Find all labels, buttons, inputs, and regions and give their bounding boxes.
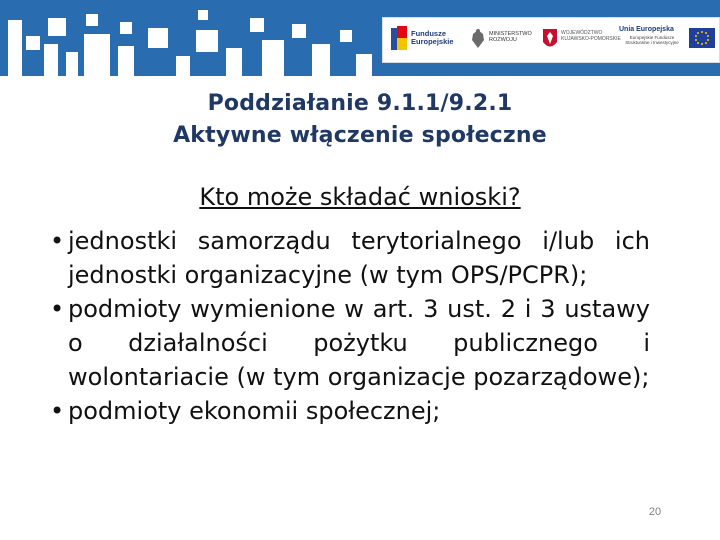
polish-eagle-emblem [469,24,487,54]
decor-square [120,22,132,34]
decor-square [176,56,190,76]
decor-square [118,46,134,76]
page-number: 20 [648,506,662,518]
fundusze-europejskie-text: Fundusze Europejskie [411,29,454,47]
decor-square [196,30,218,52]
decor-square [48,18,66,36]
decor-square [262,40,284,76]
title-line-2: Aktywne włączenie społeczne [173,123,547,148]
decor-square [226,48,242,76]
decor-square [292,24,306,38]
eu-flag-icon [689,28,715,48]
fundusze-europejskie-logo [389,24,409,54]
title-line-1: Poddziałanie 9.1.1/9.2.1 [207,91,513,116]
list-item: • jednostki samorządu terytorialnego i/lub ich jednostki organizacyjne (w tym OPS/PCPR); [50,224,650,292]
decor-square [148,28,168,48]
decor-square [356,54,372,76]
decor-square [86,14,98,26]
list-item: • podmioty ekonomii społecznej; [50,394,650,428]
ministerstwo-text: MINISTERSTWO ROZWOJU [489,31,532,44]
decor-square [26,36,40,50]
header-banner [0,0,720,76]
unia-europejska-text: Unia Europejska [619,26,674,33]
decor-square [84,34,110,76]
region-emblem [541,24,559,54]
region-text: WOJEWÓDZTWO KUJAWSKO-POMORSKIE [561,30,621,42]
eu-logos-strip [382,17,720,63]
decor-square [44,44,58,76]
decor-square [198,10,208,20]
slide-title [0,88,720,152]
decor-square [250,18,264,32]
unia-europejska-subtitle: Europejskie Fundusze Strukturalne i Inwestycyjne [625,35,679,45]
list-item: • podmioty wymienione w art. 3 ust. 2 i 3 ustawy o działalności pożytku publicznego i wolontariacie (w tym organizacje pozarządowe); [50,292,650,394]
decor-square [66,52,78,76]
decor-square [312,44,330,76]
eligibility-list [50,224,650,428]
decor-square [8,20,22,76]
decor-square [340,30,352,42]
section-question: Kto może składać wnioski? [199,183,521,211]
